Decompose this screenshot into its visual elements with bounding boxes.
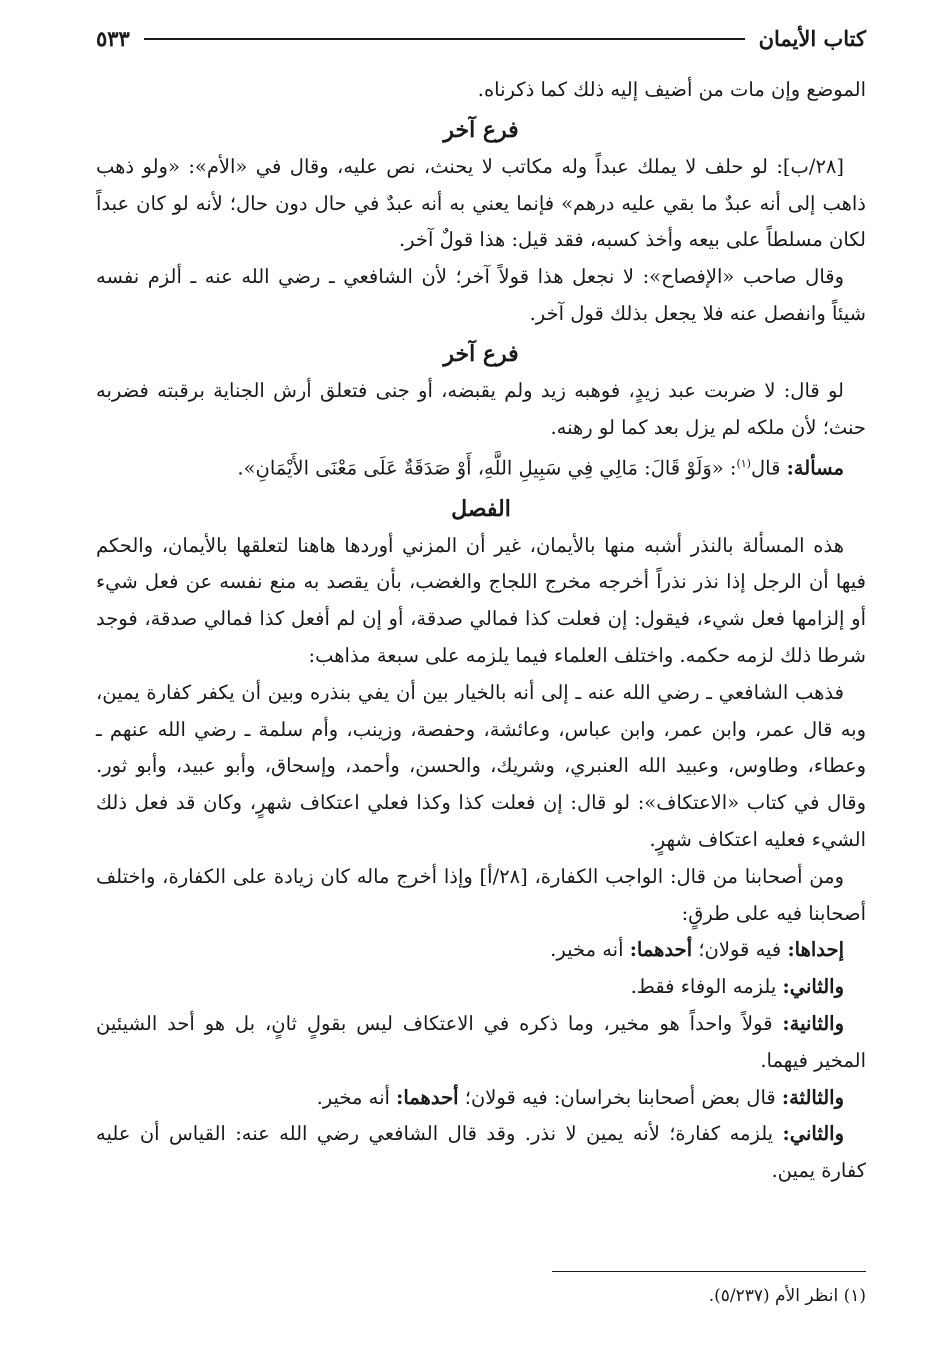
footnote-marker: (١): [843, 1286, 866, 1306]
paragraph-2: وقال صاحب «الإفصاح»: لا نجعل هذا قولاً آخر؛ لأن الشافعي ـ رضي الله عنه ـ ألزم نفسه شيئاً وانفصل عنه فلا يجعل بذلك قول آخر.: [96, 265, 866, 325]
paragraph-1: [٢٨/ب]: لو حلف لا يملك عبداً وله مكاتب لا يحنث، نص عليه، وقال في «الأم»: «ولو ذهب ذاهب إلى أنه عبدٌ ما بقي عليه درهم» فإنما يعني به أنه عبدٌ في حال دون حال؛ لأنه لو كان عبداً لكان مسلطاً على بيعه وأخذ كسبه، فقد قيل: هذا قولٌ آخر.: [96, 154, 866, 252]
footnote-ref: (١): [736, 457, 751, 471]
list-label-2: والثاني:: [782, 975, 844, 999]
list-item-5: [96, 1116, 866, 1190]
list-text-1a: فيه قولان؛: [692, 938, 788, 962]
list-item-2: [96, 969, 866, 1006]
section-heading-far-akhar-1: فرع آخر: [443, 116, 519, 143]
masala-label: مسألة:: [786, 456, 844, 480]
list-text-2: يلزمه الوفاء فقط.: [630, 975, 783, 999]
paragraph-3: لو قال: لا ضربت عبد زيدٍ، فوهبه زيد ولم يقبضه، أو جنى فتعلق أرش الجناية برقبته فضربه حنث؛ لأن ملكه لم يزل بعد كما لو رهنه.: [96, 378, 866, 439]
masala-qal: قال: [750, 456, 781, 480]
list-item-1: [96, 932, 866, 969]
footnote-divider: [552, 1271, 866, 1272]
list-text-3: قولاً واحداً هو مخير، وما ذكره في الاعتكاف ليس بقولٍ ثانٍ، بل هو أحد الشيئين المخير فيهما.: [96, 1012, 866, 1072]
header-rule: [144, 38, 745, 40]
paragraph-6: ومن أصحابنا من قال: الواجب الكفارة، [٢٨/أ] وإذا أخرج ماله كان زيادة على الكفارة، واختلف أصحابنا فيه على طرقٍ:: [96, 864, 866, 925]
list-item-3: [96, 1006, 866, 1080]
masala-quote: : «وَلَوْ قَالَ: مَالِي فِي سَبِيلِ اللَّهِ، أَوْ صَدَقَةٌ عَلَى مَعْنَى الأَيْمَانِ».: [237, 456, 737, 480]
list-label-1b: أحدهما:: [629, 938, 693, 962]
list-label-1: إحداها:: [787, 938, 844, 962]
paragraph-4: هذه المسألة بالنذر أشبه منها بالأيمان، غير أن المزني أوردها هاهنا لتعلقها بالأيمان، والحكم فيها أن الرجل إذا نذر نذراً أخرجه مخرج اللجاج والغضب، بأن يقصد به منع نفسه عن فعل شيء أو إلزامها فعل شيء، فيقول: إن فعلت كذا فمالي صدقة، أو إن لم أفعل كذا فمالي صدقة، فوجد شرطا ذلك لزمه حكمه. واختلف العلماء فيما يلزمه على سبعة مذاهب:: [96, 533, 866, 668]
list-label-5: والثاني:: [782, 1122, 844, 1146]
masala-line: [96, 446, 866, 487]
list-item-4: [96, 1080, 866, 1117]
section-heading-far-akhar-2: فرع آخر: [443, 340, 519, 367]
footnote-text: انظر الأم (٥/٢٣٧).: [708, 1286, 839, 1306]
list-label-4b: أحدهما:: [396, 1085, 459, 1109]
list-label-4: والثالثة:: [781, 1085, 844, 1109]
list-label-3: والثانية:: [782, 1012, 844, 1036]
page-header: [96, 26, 866, 51]
paragraph-5: فذهب الشافعي ـ رضي الله عنه ـ إلى أنه بالخيار بين أن يفي بنذره وبين أن يكفر كفارة يمين، وبه قال عمر، وابن عمر، وابن عباس، وعائشة، وحفصة، وزينب، وأم سلمة ـ رضي الله عنهم ـ وعطاء، وطاوس، وعبيد الله العنبري، وشريك، والحسن، وأحمد، وإسحاق، وأبو عبيد، وأبو ثور. وقال في كتاب «الاعتكاف»: لو قال: إن فعلت كذا وكذا فعلي اعتكاف شهرٍ، وكان قد فعل ذلك الشيء فعليه اعتكاف شهرٍ.: [96, 680, 866, 852]
section-heading-fasl: الفصل: [451, 495, 511, 522]
book-title: كتاب الأيمان: [758, 26, 866, 51]
paragraph-continuation: الموضع وإن مات من أضيف إليه ذلك كما ذكرناه.: [477, 78, 866, 101]
footnote: [96, 1282, 866, 1310]
list-text-4b: أنه مخير.: [316, 1085, 397, 1109]
list-text-5: يلزمه كفارة؛ لأنه يمين لا نذر. وقد قال الشافعي رضي الله عنه: القياس أن عليه كفارة يمين.: [96, 1122, 866, 1183]
list-text-1b: أنه مخير.: [550, 938, 630, 962]
list-text-4a: قال بعض أصحابنا بخراسان: فيه قولان؛: [458, 1085, 782, 1109]
page-number: ٥٣٣: [96, 26, 130, 51]
page-body: [96, 72, 866, 1190]
